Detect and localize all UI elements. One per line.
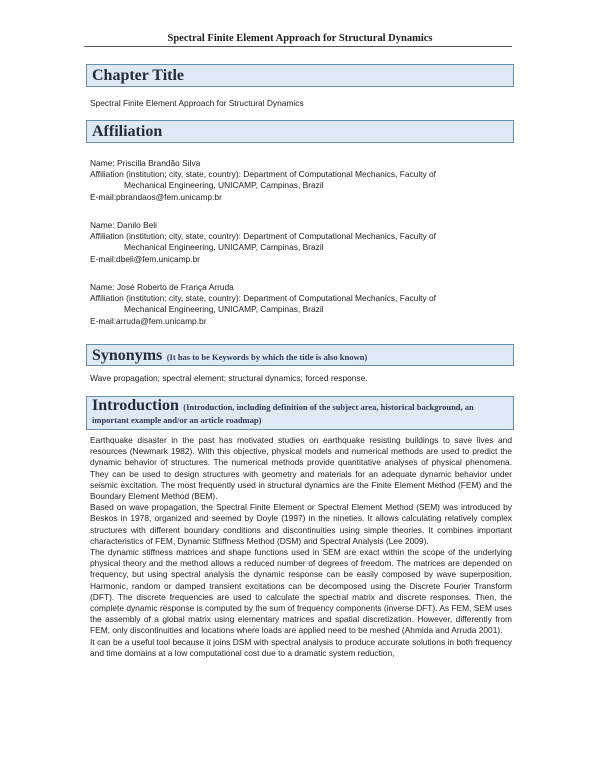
introduction-heading: Introduction — [92, 397, 179, 414]
chapter-title-heading-box — [86, 64, 514, 87]
body-paragraph: Earthquake disaster in the past has motivated studies on earthquake resisting buildings to save lives and resources (Newmark 1982). With this objective, physical models and numerical methods are used to predict the dynamic behavior of structures. The numerical methods provide quantitative analyses of physical phenomena. They can be used to design structures with geometry and materials for an adequate dynamic behavior under seismic excitation. The most frequently used in structural dynamics are the Finite Element Method (FEM) and the Boundary Element Method (BEM). — [90, 435, 512, 502]
introduction-body — [90, 435, 512, 659]
author-block — [90, 220, 512, 265]
synonyms-note: (It has to be Keywords by which the title is also known) — [166, 352, 368, 362]
header-rule — [84, 46, 512, 47]
author-name: Name: José Roberto de França Arruda — [90, 282, 234, 292]
author-block — [90, 282, 512, 327]
author-affiliation-cont: Mechanical Engineering, UNICAMP, Campinas, Brazil — [124, 304, 324, 315]
body-paragraph: It can be a useful tool because it joins DSM with spectral analysis to produce accurate solutions in both frequency and time domains at a low computational cost due to a dramatic system reduction, — [90, 636, 512, 658]
author-email: E-mail:dbeli@fem.unicamp.br — [90, 253, 200, 264]
author-name: Name: Priscilla Brandão Silva — [90, 158, 201, 168]
synonyms-text: Wave propagation; spectral element; structural dynamics; forced response. — [90, 373, 368, 383]
author-affiliation: Affiliation (institution; city, state, country): Department of Computational Mechanics, Faculty of — [90, 169, 437, 180]
chapter-title-heading: Chapter Title — [92, 67, 185, 84]
chapter-title-text: Spectral Finite Element Approach for Structural Dynamics — [90, 98, 304, 108]
body-paragraph: The dynamic stiffness matrices and shape functions used in SEM are exact within the scope of the underlying physical theory and the method allows a reduced number of degrees of freedom. The matrices are depended on frequency, but using spectral analysis the dynamic response can be easily composed by wave superposition. Harmonic, random or damped transient excitations can be decomposed using the Discrete Fourier Transform (DFT). The discrete frequencies are used to calculate the spectral matrix and discrete responses. Then, the complete dynamic response is computed by the sum of frequency components (inverse DFT). As FEM, SEM uses the assembly of a global matrix using elementary matrices and spatial discretization. However, differently from FEM, only discontinuities and locations where loads are applied need to be meshed (Ahmida and Arruda 2001). — [90, 547, 512, 636]
author-affiliation-cont: Mechanical Engineering, UNICAMP, Campinas, Brazil — [124, 180, 324, 191]
author-name: Name: Danilo Beli — [90, 220, 158, 230]
affiliation-heading: Affiliation — [92, 123, 163, 140]
author-affiliation: Affiliation (institution; city, state, country): Department of Computational Mechanics, Faculty of — [90, 231, 437, 242]
introduction-heading-box — [86, 396, 514, 430]
affiliation-heading-box — [86, 120, 514, 143]
synonyms-heading: Synonyms — [92, 347, 163, 364]
author-affiliation: Affiliation (institution; city, state, country): Department of Computational Mechanics, Faculty of — [90, 293, 437, 304]
author-email: E-mail:pbrandaos@fem.unicamp.br — [90, 191, 222, 202]
body-paragraph: Based on wave propagation, the Spectral Finite Element or Spectral Element Method (SEM) was introduced by Beskos in 1978, organized and seemed by Doyle (1997) in the nineties. It allows calculating relatively complex structures with different boundary conditions and discontinuities using simple theories. It combines important characteristics of FEM, Dynamic Stiffness Method (DSM) and Spectral Analysis (Lee 2009). — [90, 502, 512, 546]
running-header: Spectral Finite Element Approach for Structural Dynamics — [167, 33, 433, 44]
author-block — [90, 158, 512, 203]
synonyms-heading-box — [86, 344, 514, 366]
introduction-note: (Introduction, including definition of the subject area, historical background, an important example and/or an article roadmap) — [92, 402, 474, 425]
author-affiliation-cont: Mechanical Engineering, UNICAMP, Campinas, Brazil — [124, 242, 324, 253]
author-email: E-mail:arruda@fem.unicamp.br — [90, 315, 207, 326]
